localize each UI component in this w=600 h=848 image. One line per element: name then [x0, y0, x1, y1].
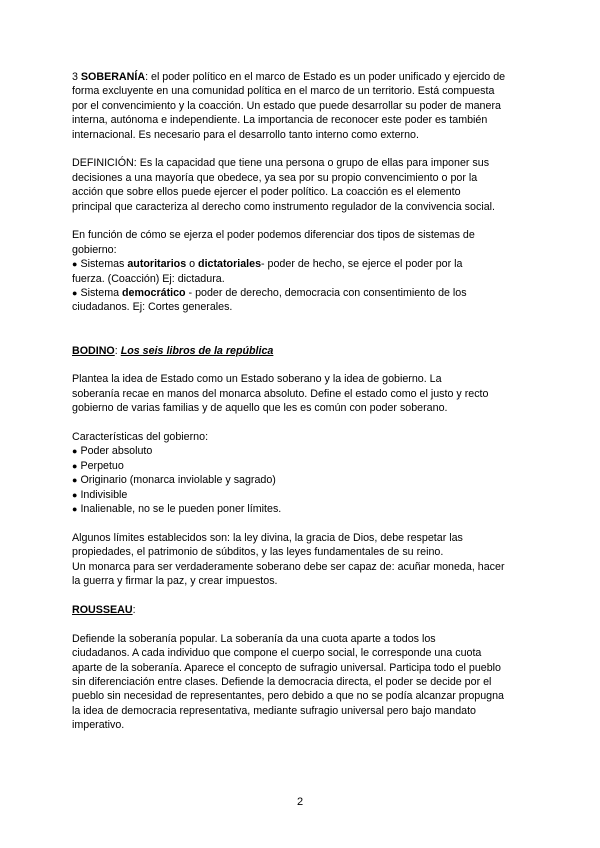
soberania-line-4: interna, autónoma e independiente. La importancia de reconocer este poder es también — [72, 114, 488, 127]
bullet-autoritarios-line-2: fuerza. (Coacción) Ej: dictadura. — [72, 272, 225, 285]
caract-item: ● Poder absoluto — [72, 444, 532, 458]
limites-line-2: propiedades, el patrimonio de súbditos, y las leyes fundamentales de su reino. — [72, 546, 444, 559]
sistemas-intro-1: En función de cómo se ejerza el poder podemos diferenciar dos tipos de sistemas de — [72, 229, 475, 242]
definicion-line-4: principal que caracteriza al derecho como instrumento regulador de la convivencia social. — [72, 200, 495, 213]
caracteristicas-title: Características del gobierno: — [72, 431, 209, 444]
soberania-line-1: 3 SOBERANÍA: el poder político en el marco de Estado es un poder unificado y ejercido de — [72, 71, 506, 83]
definicion-line-3: acción que sobre ellos puede ejercer el poder político. La coacción es el elemento — [72, 186, 461, 199]
rousseau-para-7: imperativo. — [72, 719, 125, 732]
rousseau-para-5: pueblo sin necesidad de representantes, pero debido a que no se podía alcanzar propugna — [72, 690, 504, 703]
bodino-heading: BODINO: Los seis libros de la república — [72, 344, 274, 357]
bullet-autoritarios: ● Sistemas autoritarios o dictatoriales- poder de hecho, se ejerce el poder por la — [72, 257, 532, 271]
soberania-line-2: forma excluyente en una comunidad política en el marco de un territorio. Está compuesta — [72, 85, 495, 98]
bullet-democratico: ● Sistema democrático - poder de derecho, democracia con consentimiento de los — [72, 286, 532, 300]
bullet-democratico-line-2: ciudadanos. Ej: Cortes generales. — [72, 301, 233, 314]
caract-item: ● Indivisible — [72, 488, 532, 502]
definicion-line-1: DEFINICIÓN: Es la capacidad que tiene una persona o grupo de ellas para imponer sus — [72, 157, 490, 170]
sistemas-intro-2: gobierno: — [72, 243, 117, 256]
bodino-para-3: gobierno de varias familias y de aquello que les es común con poder soberano. — [72, 402, 448, 415]
page-number: 2 — [296, 796, 304, 808]
caract-item: ● Perpetuo — [72, 459, 532, 473]
rousseau-heading: ROUSSEAU: — [72, 603, 136, 616]
bodino-book-title: Los seis libros de la república — [120, 344, 274, 357]
limites-line-1: Algunos límites establecidos son: la ley divina, la gracia de Dios, debe respetar las — [72, 531, 463, 544]
bodino-para-2: soberanía recae en manos del monarca absoluto. Define el estado como el justo y recto — [72, 387, 489, 400]
rousseau-para-4: sin diferenciación entre clases. Defiende la democracia directa, el poder se decide por el — [72, 675, 492, 688]
caract-item: ● Inalienable, no se le pueden poner límites. — [72, 502, 532, 516]
rousseau-para-2: ciudadanos. A cada individuo que compone el cuerpo social, le corresponde una cuota — [72, 647, 482, 660]
soberania-term: SOBERANÍA — [80, 71, 146, 83]
bodino-para-1: Plantea la idea de Estado como un Estado soberano y la idea de gobierno. La — [72, 373, 442, 386]
limites-line-4: la guerra y firmar la paz, y crear impuestos. — [72, 575, 278, 588]
definicion-line-2: decisiones a una mayoría que obedece, ya sea por su propio convencimiento o por la — [72, 171, 478, 184]
soberania-line-5: internacional. Es necesario para el desarrollo tanto interno como externo. — [72, 128, 419, 141]
rousseau-para-3: aparte de la soberanía. Aparece el concepto de sufragio universal. Participa todo el pueblo — [72, 661, 501, 674]
rousseau-para-6: la idea de democracia representativa, mediante sufragio universal pero bajo mandato — [72, 704, 476, 717]
rousseau-para-1: Defiende la soberanía popular. La soberanía da una cuota aparte a todos los — [72, 632, 436, 645]
caract-item: ● Originario (monarca inviolable y sagrado) — [72, 473, 532, 487]
soberania-line-3: por el convencimiento y la coacción. Un estado que puede desarrollar su poder de manera — [72, 99, 501, 112]
document-page — [72, 70, 532, 733]
limites-line-3: Un monarca para ser verdaderamente soberano debe ser capaz de: acuñar moneda, hacer — [72, 560, 505, 573]
